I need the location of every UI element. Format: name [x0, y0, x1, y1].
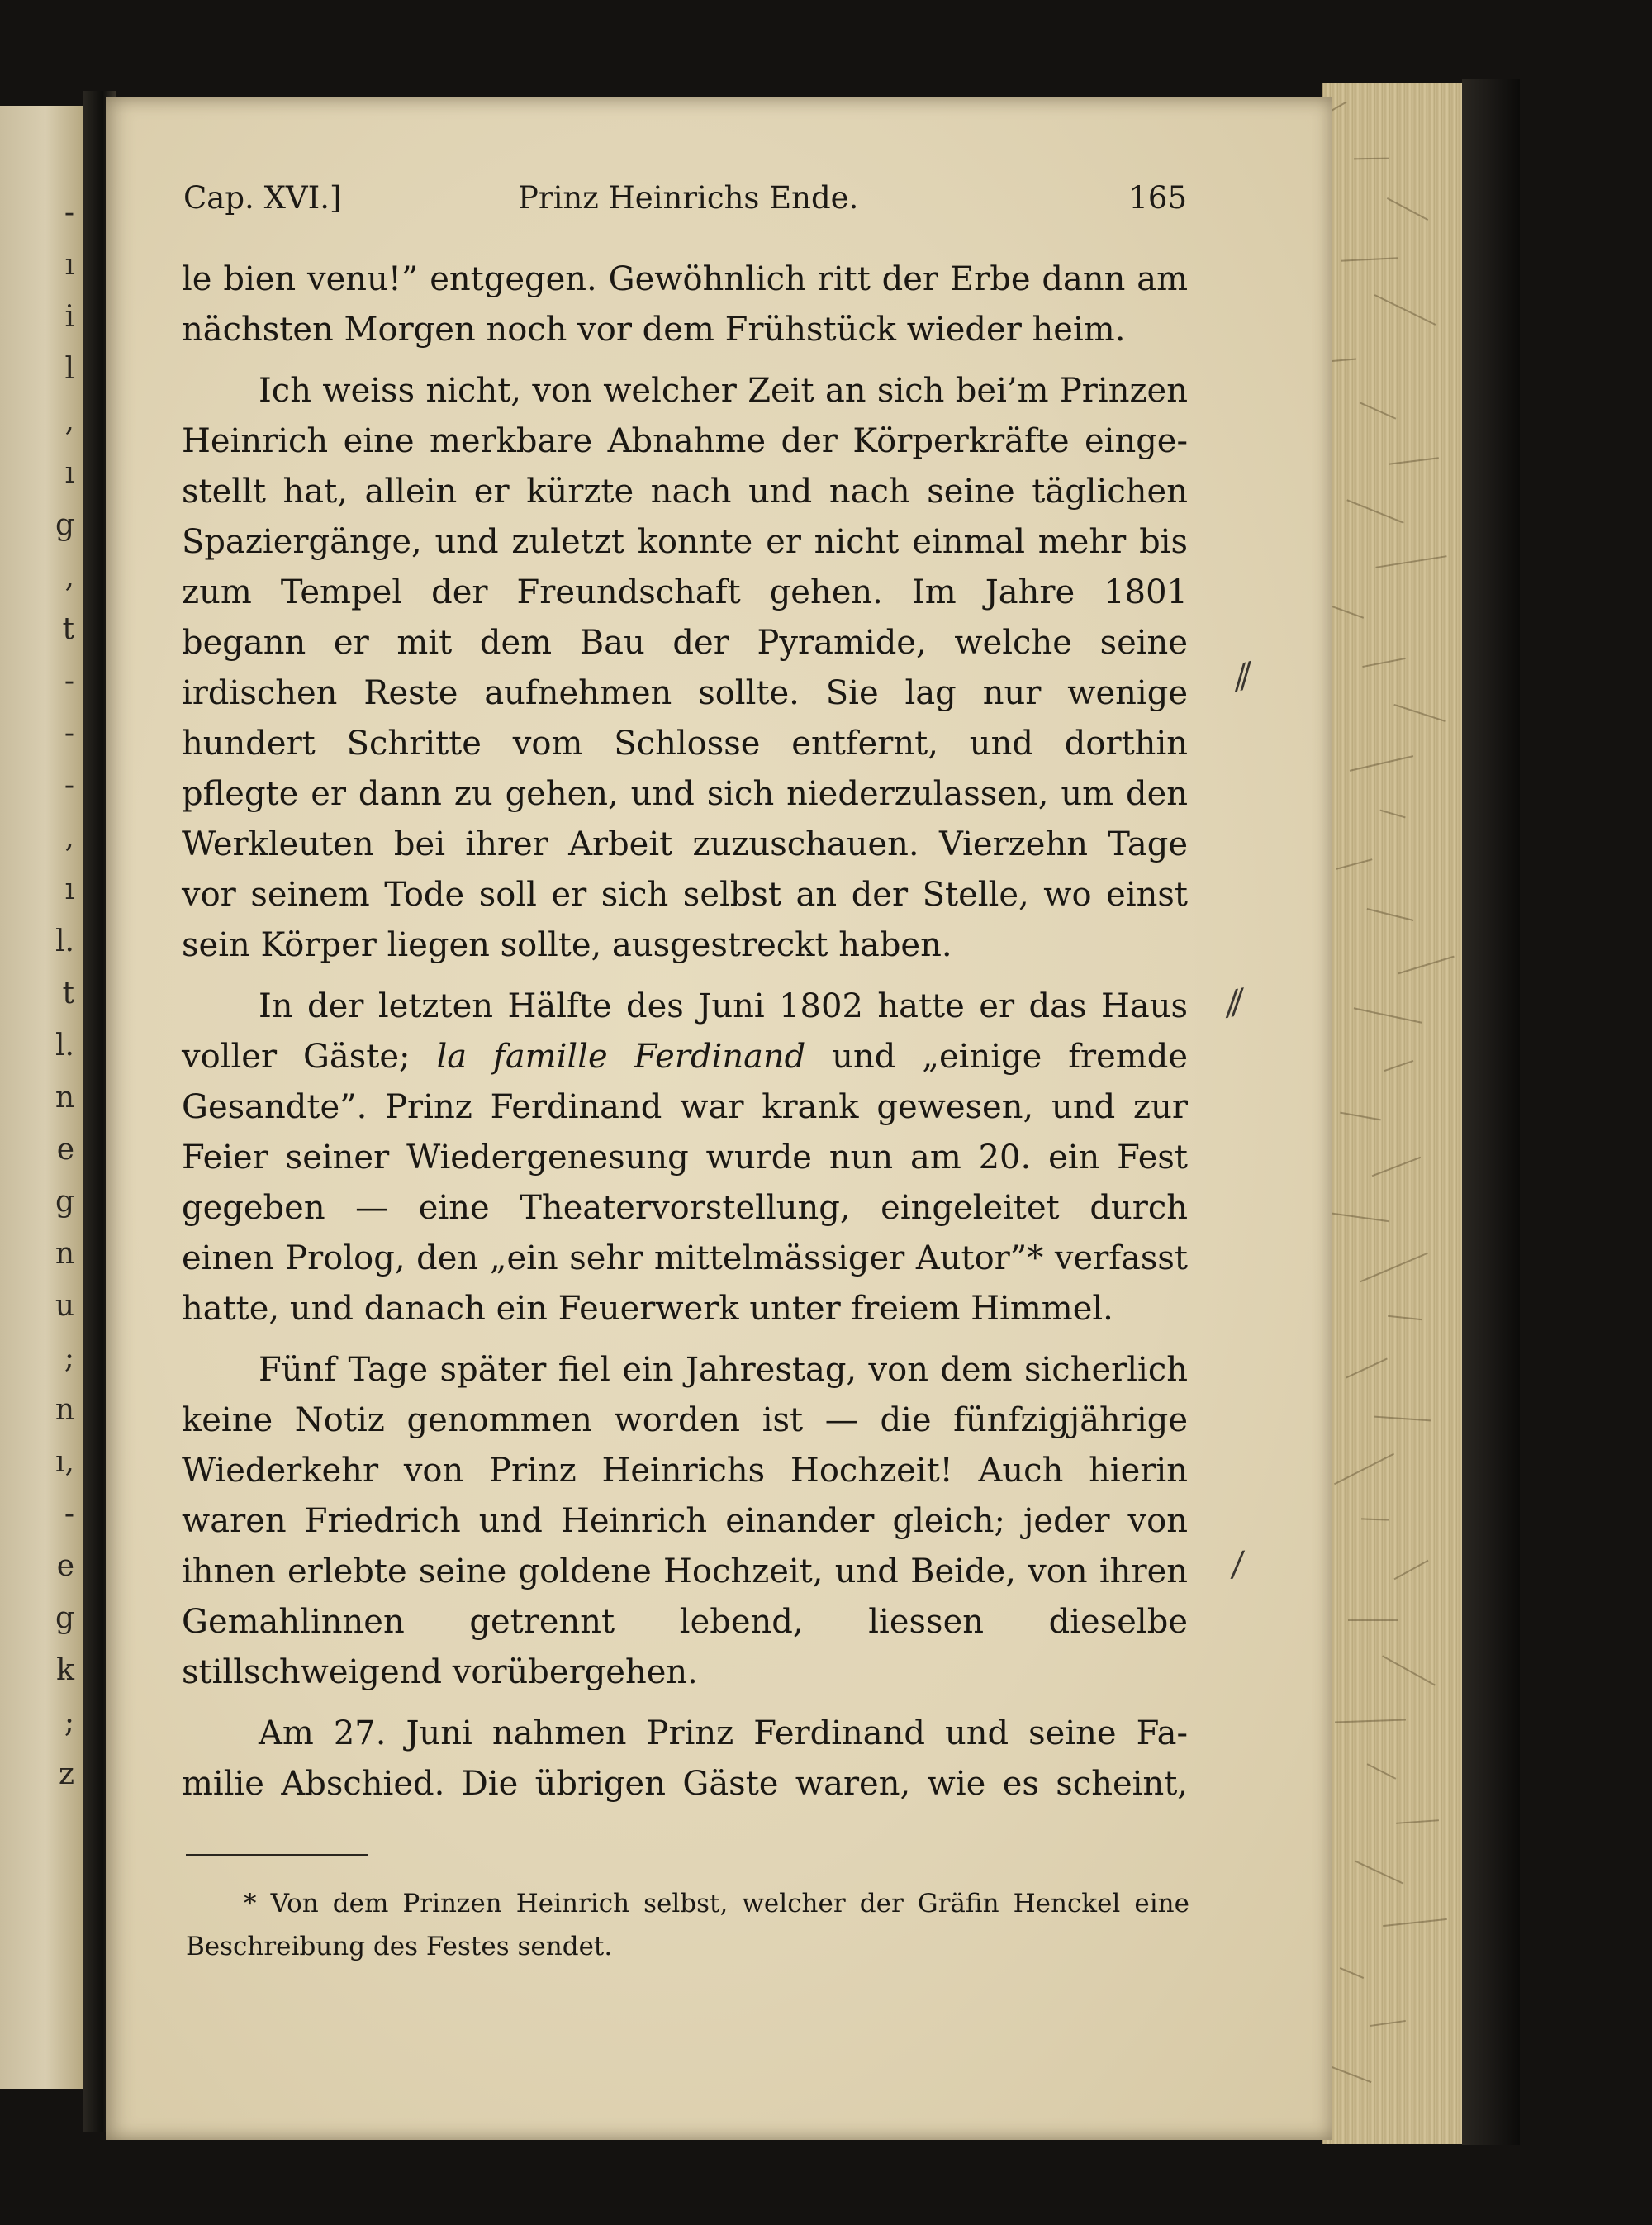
edge-crack: [1360, 402, 1397, 419]
paragraph: Fünf Tage später fiel ein Jahrestag, von dem sicherlich keine Notiz genommen worden ist — die fünfzigjährige Wiederkehr von Prinz Heinrichs Hochzeit! Auch hierin waren Friedrich und Heinrich einander gleich; jeder von ihnen erlebte seine goldene Hochzeit, und Beide, von ihren Gemahlinnen getrennt lebend, liessen dieselbe stillschweigend vorübergehen.: [182, 1351, 1188, 1691]
italic-phrase: la famille Ferdinand: [436, 1038, 806, 1076]
left-page-fragment: l.: [55, 1029, 74, 1063]
left-page-fragment: -: [64, 196, 74, 230]
edge-crack: [1384, 1060, 1414, 1072]
left-page-fragment: ,: [64, 404, 74, 438]
edge-crack: [1327, 2065, 1372, 2083]
page-body: [182, 254, 1188, 1820]
left-page-fragment: e: [56, 1133, 74, 1167]
edge-crack: [1346, 1357, 1388, 1378]
edge-crack: [1360, 1253, 1428, 1283]
margin-pencil-mark: ⁄⁄: [1232, 656, 1255, 698]
left-page-fragment: z: [59, 1757, 74, 1791]
edge-crack: [1370, 2020, 1406, 2027]
edge-crack: [1374, 1416, 1431, 1422]
left-page-fragment: e: [56, 1549, 74, 1583]
paragraph: Ich weiss nicht, von welcher Zeit an sich bei’m Prinzen Heinrich eine merkbare Abnahme der Körperkräfte einge-stellt hat, allein er kürzte nach und nach seine täglichen Spaziergänge, und zuletzt konnte er nicht einmal mehr bis zum Tempel der Freundschaft gehen. Im Jahre 1801 begann er mit dem Bau der Pyramide, welche seine irdischen Reste aufnehmen sollte. Sie lag nur wenige hundert Schritte vom Schlosse entfernt, und dorthin pflegte er dann zu gehen, und sich niederzulassen, um den Werkleuten bei ihrer Arbeit zuzuschauen. Vierzehn Tage vor seinem Tode soll er sich selbst an der Stelle, wo einst sein Körper liegen sollte, ausgestreckt haben.: [182, 372, 1188, 964]
left-page-fragment: -: [64, 716, 74, 750]
edge-crack: [1389, 457, 1439, 464]
chapter-label: Cap. XVI.]: [183, 180, 342, 216]
edge-crack: [1388, 1315, 1422, 1320]
edge-crack: [1387, 197, 1428, 221]
edge-crack: [1350, 755, 1413, 772]
page-number: 165: [1128, 180, 1187, 216]
edge-crack: [1355, 1860, 1404, 1884]
footnote: * Von dem Prinzen Heinrich selbst, welcher der Gräfin Henckel eine Beschreibung des Festes sendet.: [186, 1889, 1189, 1961]
edge-crack: [1382, 1655, 1436, 1685]
edge-crack: [1375, 555, 1446, 568]
left-page-fragment: u: [55, 1289, 74, 1323]
left-page-fragment: ,: [64, 560, 74, 594]
left-page-fragment: t: [62, 977, 74, 1010]
paragraph-text: In der letzten Hälfte des Juni 1802 hatte er das Haus voller Gäste;: [182, 987, 1188, 1076]
left-page-fragment: ı: [64, 872, 74, 906]
edge-crack: [1327, 1212, 1389, 1223]
paragraph: le bien venu!” entgegen. Gewöhnlich ritt der Erbe dann am nächsten Morgen noch vor dem Frühstück wieder heim.: [182, 260, 1188, 349]
edge-crack: [1398, 956, 1454, 975]
paragraph: Am 27. Juni nahmen Prinz Ferdinand und seine Fa-milie Abschied. Die übrigen Gäste waren, wie es scheint,: [182, 1714, 1188, 1803]
left-page-fragment: g: [55, 1185, 74, 1219]
edge-crack: [1396, 1819, 1439, 1824]
left-page-fragment: n: [55, 1237, 74, 1271]
edge-crack: [1367, 1763, 1397, 1779]
paragraph: [182, 982, 1188, 1334]
footnote-divider: [186, 1854, 368, 1856]
left-page-fragment: ,: [64, 820, 74, 854]
left-page-fragment: n: [55, 1393, 74, 1427]
edge-crack: [1374, 294, 1436, 326]
left-page-fragment: n: [55, 1081, 74, 1115]
left-page-fragment: -: [64, 1497, 74, 1531]
edge-crack: [1340, 1112, 1381, 1121]
edge-crack: [1332, 606, 1364, 619]
left-page-fragment: k: [56, 1653, 74, 1687]
edge-crack: [1335, 1719, 1406, 1723]
edge-crack: [1393, 704, 1446, 722]
left-page-fragment: t: [62, 612, 74, 646]
edge-crack: [1367, 908, 1414, 921]
edge-crack: [1348, 1619, 1398, 1621]
page-block-edges: [1322, 83, 1472, 2144]
edge-crack: [1340, 1967, 1364, 1979]
left-page-fragment: i: [64, 300, 74, 334]
margin-pencil-mark: ⁄⁄: [1225, 982, 1245, 1025]
edge-crack: [1379, 810, 1405, 819]
edge-crack: [1354, 158, 1389, 160]
edge-crack: [1362, 658, 1405, 668]
edge-crack: [1383, 1918, 1447, 1927]
edge-crack: [1341, 257, 1398, 262]
running-header: [183, 180, 1187, 230]
edge-crack: [1354, 1007, 1422, 1023]
edge-crack: [1372, 1157, 1422, 1177]
previous-page-edge: [0, 106, 83, 2089]
edge-crack: [1346, 499, 1403, 524]
left-page-fragment: -: [64, 768, 74, 802]
edge-crack: [1334, 1453, 1394, 1486]
paragraph-text: und „einige fremde Gesandte”. Prinz Ferdinand war krank gewesen, und zur Feier seiner Wiedergenesung wurde nun am 20. ein Fest gegeben — eine Theatervorstellung, eingeleitet durch einen Prolog, den „ein sehr mittelmässiger Autor”* verfasst hatte, und danach ein Feuerwerk unter freiem Himmel.: [182, 1038, 1188, 1328]
left-page-fragment: g: [55, 508, 74, 542]
left-page-fragment: ;: [64, 1705, 74, 1739]
edge-crack: [1336, 858, 1373, 870]
left-page-fragment: ı,: [55, 1445, 74, 1479]
left-page-fragment: ;: [64, 1341, 74, 1375]
left-page-fragment: l: [64, 352, 74, 386]
edge-crack: [1361, 1518, 1389, 1520]
left-page-fragment: l.: [55, 925, 74, 958]
margin-pencil-mark: ⁄: [1232, 1544, 1244, 1586]
left-page-fragment: g: [55, 1601, 74, 1635]
book-cover-edge: [1462, 79, 1520, 2145]
running-title: Prinz Heinrichs Ende.: [518, 180, 859, 216]
left-page-fragment: ı: [64, 456, 74, 490]
left-page-fragment: -: [64, 664, 74, 698]
left-page-fragment: ı: [64, 248, 74, 282]
edge-crack: [1393, 1560, 1428, 1581]
